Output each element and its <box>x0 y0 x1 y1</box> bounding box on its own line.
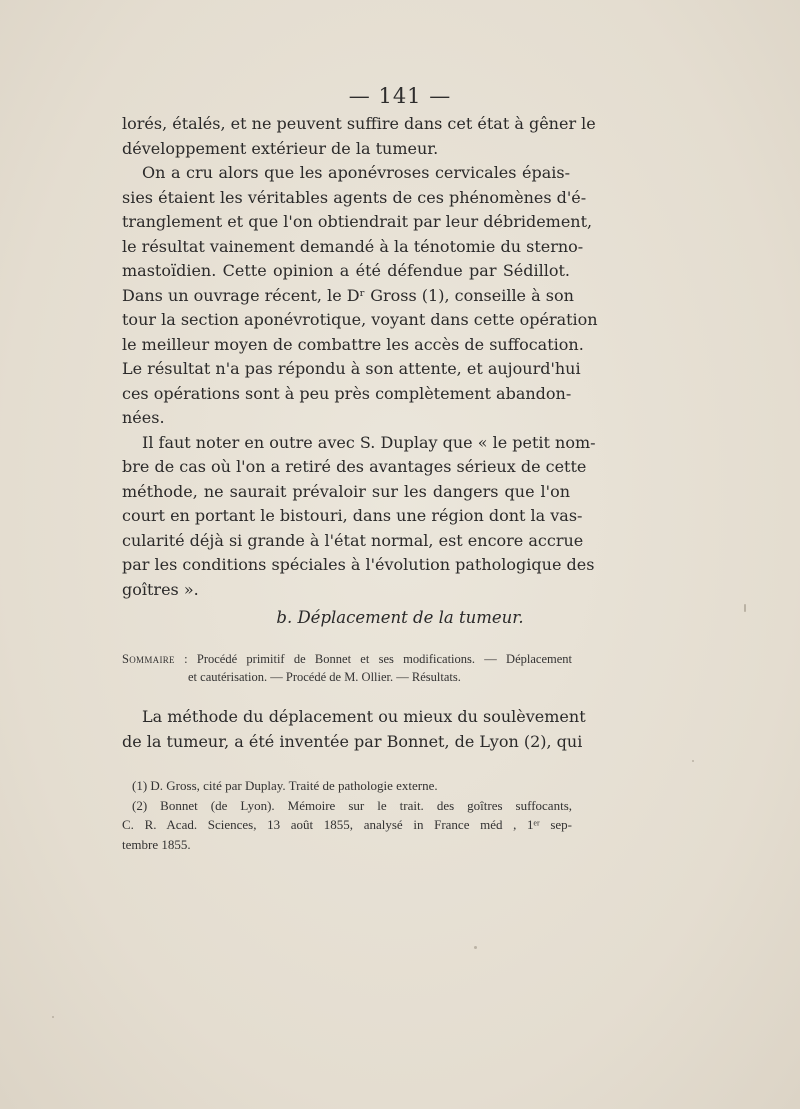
footnote-line: (2) Bonnet (de Lyon). Mémoire sur le trait. des goîtres suffocants, <box>132 797 572 813</box>
text-line: tour la section aponévrotique, voyant dans cette opération <box>122 310 598 329</box>
text-line: le résultat vainement demandé à la ténotomie du sterno- <box>122 236 584 256</box>
text-line: La méthode du déplacement ou mieux du soulèvement <box>142 707 586 726</box>
footnotes <box>122 776 572 854</box>
text-line: développement extérieur de la tumeur. <box>122 138 439 158</box>
paper-speck <box>474 946 477 949</box>
footnote-line: (1) D. Gross, cité par Duplay. Traité de pathologie externe. <box>132 778 438 793</box>
paper-speck <box>744 604 746 612</box>
text-line: mastoïdien. Cette opinion a été défendue par Sédillot. <box>122 261 570 280</box>
text-line: le meilleur moyen de combattre les accès de suffocation. <box>122 334 584 354</box>
text-line: méthode, ne saurait prévaloir sur les dangers que l'on <box>122 481 570 501</box>
paper-speck <box>52 1016 54 1018</box>
page-number: — 141 — <box>348 84 452 108</box>
text-line: bre de cas où l'on a retiré des avantages sérieux de cette <box>122 457 587 476</box>
text-line: goîtres ». <box>122 579 199 599</box>
paper-speck <box>692 760 694 762</box>
text-line: sies étaient les véritables agents de ces phénomènes d'é- <box>122 187 587 207</box>
summary-label: Sommaire <box>122 652 175 666</box>
text-line: On a cru alors que les aponévroses cervicales épais- <box>142 163 570 182</box>
text-line: par les conditions spéciales à l'évolution pathologique des <box>122 555 595 574</box>
text-line: Dans un ouvrage récent, le Dʳ Gross (1), conseille à son <box>122 285 574 305</box>
text-line: de la tumeur, a été inventée par Bonnet, de Lyon (2), qui <box>122 731 583 751</box>
second-paragraph <box>122 705 586 754</box>
text-line: lorés, étalés, et ne peuvent suffire dans cet état à gêner le <box>122 114 596 133</box>
section-heading: b. Déplacement de la tumeur. <box>276 608 524 627</box>
summary-text: : Procédé primitif de Bonnet et ses modifications. — Déplacement <box>174 652 572 666</box>
text-line: tranglement et que l'on obtiendrait par leur débridement, <box>122 212 593 231</box>
section-summary <box>122 650 572 686</box>
summary-line <box>122 650 572 668</box>
text-line: ces opérations sont à peu près complètement abandon- <box>122 383 572 403</box>
text-line: Le résultat n'a pas répondu à son attente, et aujourd'hui <box>122 359 581 378</box>
text-line: cularité déjà si grande à l'état normal, est encore accrue <box>122 530 584 550</box>
text-line: nées. <box>122 408 165 427</box>
footnote-line: C. R. Acad. Sciences, 13 août 1855, analysé in France méd , 1ᵉʳ sep- <box>122 817 572 832</box>
text-line: Il faut noter en outre avec S. Duplay que « le petit nom- <box>142 432 596 452</box>
main-paragraphs <box>122 112 598 602</box>
text-line: court en portant le bistouri, dans une région dont la vas- <box>122 506 583 525</box>
summary-line: et cautérisation. — Procédé de M. Ollier. — Résultats. <box>188 670 461 684</box>
footnote-line: tembre 1855. <box>122 836 191 852</box>
